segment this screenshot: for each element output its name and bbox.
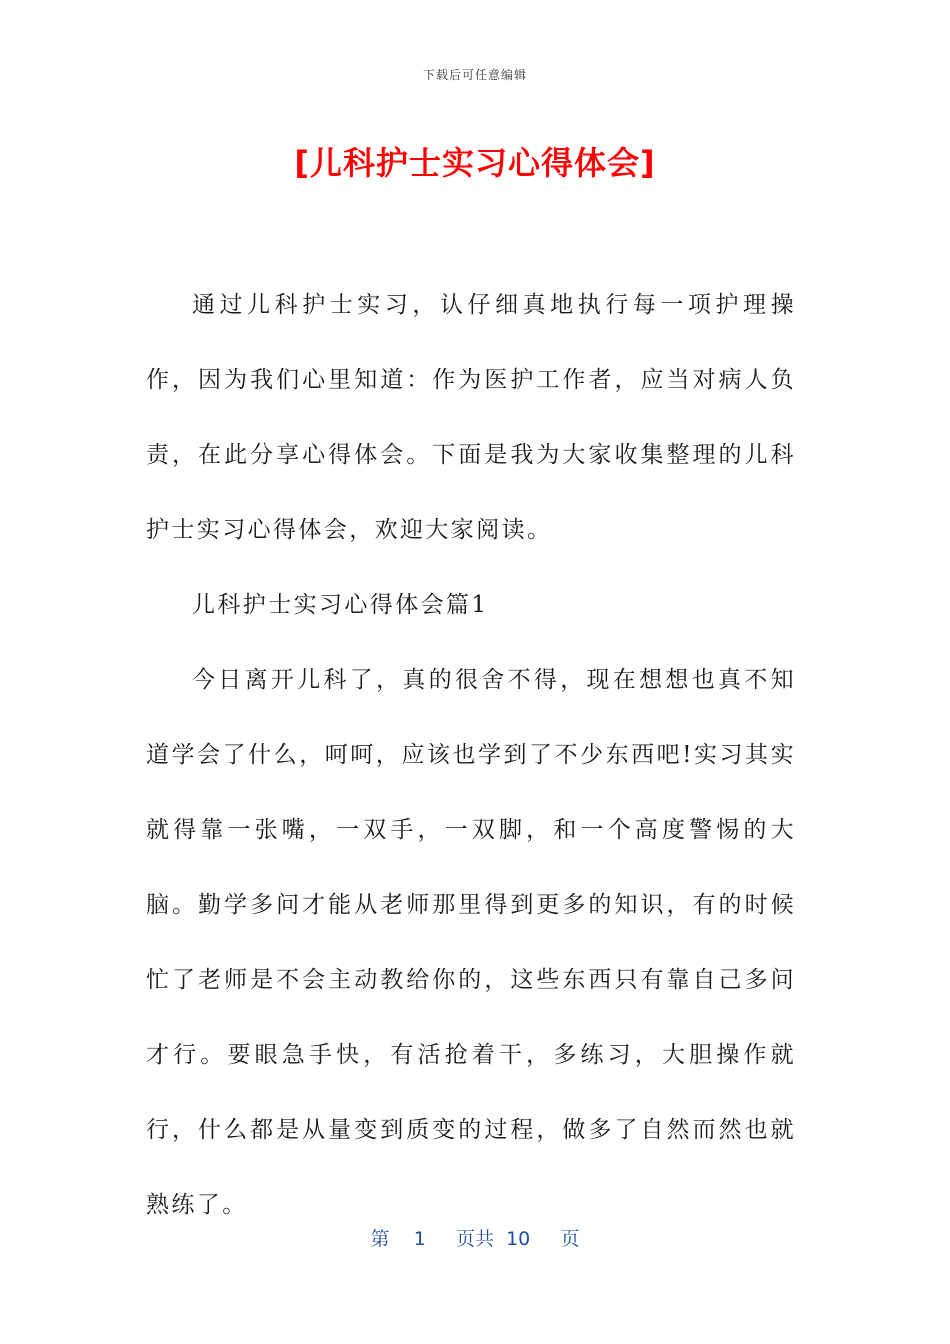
intro-paragraph: 通过儿科护士实习，认仔细真地执行每一项护理操作，因为我们心里知道：作为医护工作者，应当对病人负责，在此分享心得体会。下面是我为大家收集整理的儿科护士实习心得体会，欢迎大家阅读。 [146,292,796,543]
page-label-middle: 页共 [455,1228,494,1250]
section-heading: 儿科护士实习心得体会篇1 [192,592,489,618]
page-label-suffix: 页 [560,1228,580,1250]
total-pages-number: 10 [506,1228,531,1250]
page-footer [0,1224,950,1251]
document-body [146,268,796,1243]
current-page-number: 1 [413,1228,426,1250]
body-paragraph: 今日离开儿科了，真的很舍不得，现在想想也真不知道学会了什么，呵呵，应该也学到了不少东西吧!实习其实就得靠一张嘴，一双手，一双脚，和一个高度警惕的大脑。勤学多问才能从老师那里得到更多的知识，有的时候忙了老师是不会主动教给你的，这些东西只有靠自己多问才行。要眼急手快，有活抢着干，多练习，大胆操作就行，什么都是从量变到质变的过程，做多了自然而然也就熟练了。 [146,667,796,1218]
header-note: 下载后可任意编辑 [422,68,527,82]
page-title: [儿科护士实习心得体会] [294,144,656,182]
page-label-prefix: 第 [370,1228,390,1250]
